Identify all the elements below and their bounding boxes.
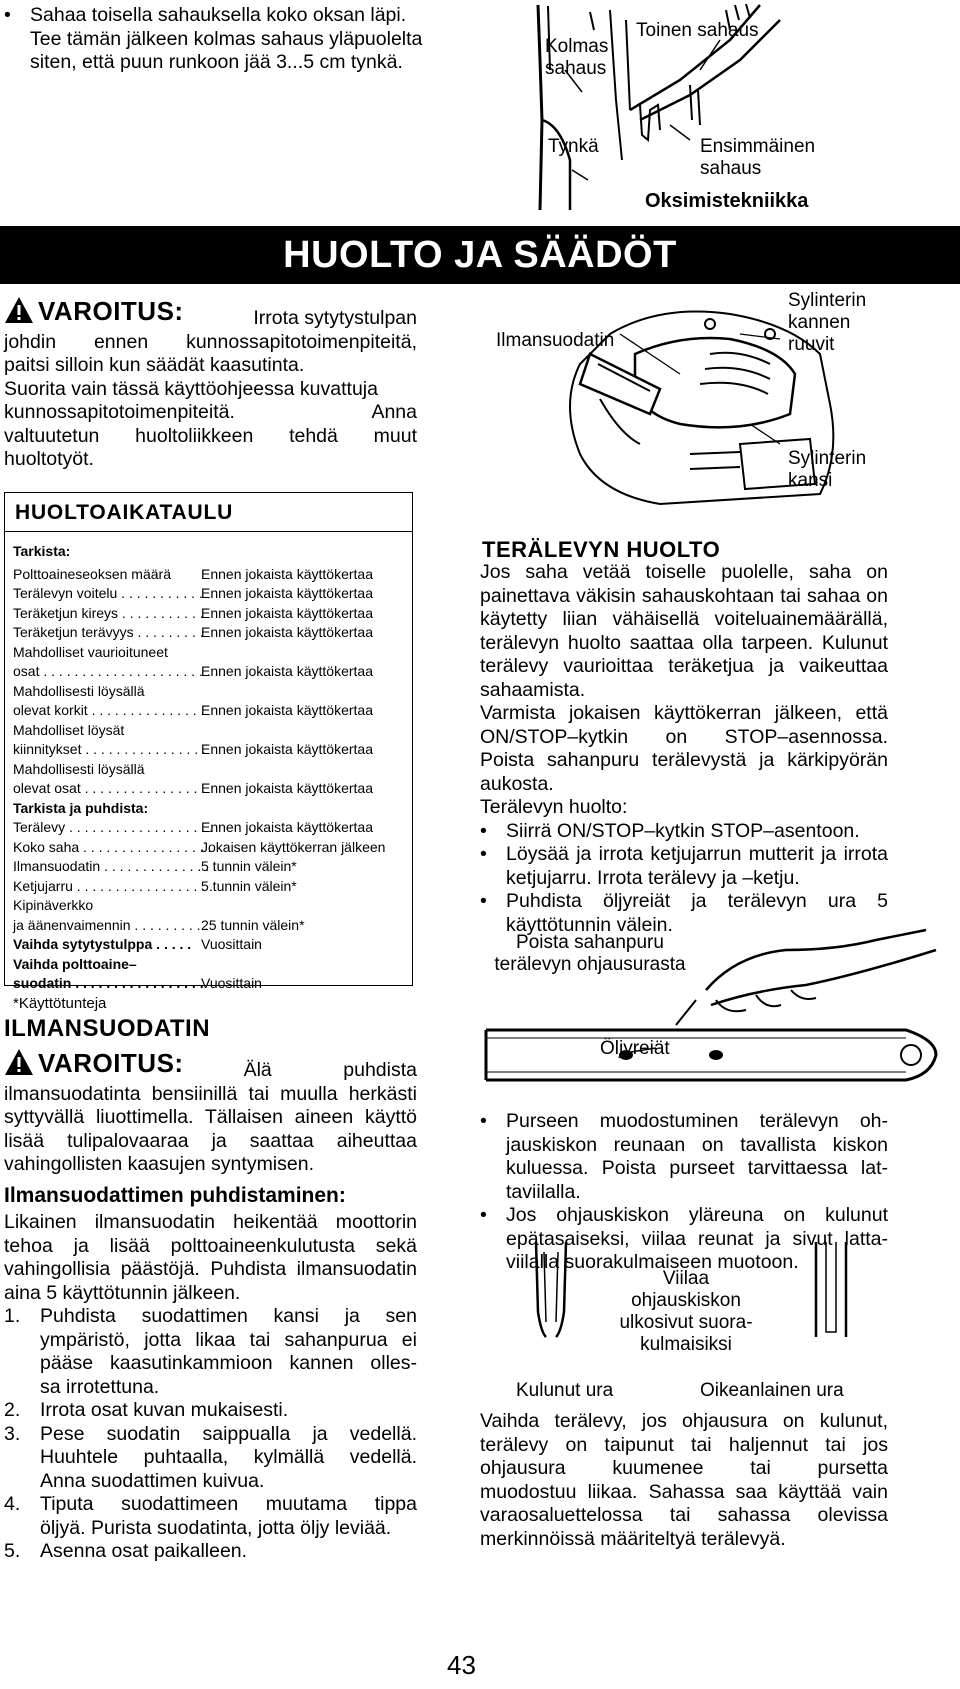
schedule-row <box>13 760 404 780</box>
step-line: Irrota osat kuvan mukaisesti. <box>40 1399 289 1421</box>
step-line: sa irrotettuna. <box>40 1375 160 1398</box>
warning-triangle-icon <box>4 1048 34 1083</box>
schedule-item: Mahdolliset löysät <box>13 721 125 738</box>
step-line: Pese suodatin saippualla ja vedellä. <box>40 1422 417 1445</box>
label-stub: Tynkä <box>548 136 599 157</box>
step-number: 3. <box>4 1422 21 1445</box>
schedule-item: Mahdollisesti löysällä <box>13 682 145 699</box>
schedule-interval: Vuosittain <box>201 936 262 952</box>
schedule-item: Mahdolliset vaurioituneet <box>13 643 168 660</box>
schedule-row <box>13 740 404 760</box>
label-cylinder-cover: Sylinterin kansi <box>788 448 867 491</box>
schedule-row <box>13 818 404 838</box>
air-filter-cleaning-heading: Ilmansuodattimen puhdistaminen: <box>4 1184 346 1207</box>
schedule-interval: Ennen jokaista käyttökertaa <box>201 819 373 835</box>
schedule-item: Terälevyn voitelu . . . . . . . . . . . <box>13 585 203 601</box>
label-first-cut: Ensimmäinen sahaus <box>700 136 816 179</box>
schedule-row <box>13 584 404 604</box>
step-number: 1. <box>4 1305 21 1327</box>
schedule-interval: 5 tunnin välein* <box>201 877 297 894</box>
label-third-cut: Kolmas sahaus <box>545 36 609 79</box>
schedule-interval: Ennen jokaista käyttökertaa <box>201 741 373 757</box>
schedule-row <box>13 721 404 741</box>
step-item <box>4 1493 417 1540</box>
schedule-item: olevat osat . . . . . . . . . . . . . . . . <box>13 780 206 796</box>
schedule-row <box>13 623 404 643</box>
bar-bullet-1: • Siirrä ON/STOP–kytkin STOP–asentoon. <box>480 820 888 844</box>
maintenance-schedule-box <box>4 492 413 1012</box>
bar-maintenance-text: Jos saha vetää toiselle puolelle, saha on painettava väkisin sahauskohtaan tai sahaa on käytetty liian vähäisellä voiteluainemäärällä, terälevyn huolto saattaa olla tarpeen. Kulunut terälevy vaurioittaa teräketjua ja vaikeuttaa sahaamista. Varmista jokaisen käyttökerran jälkeen, että ON/STOP–kytkin on STOP–asennossa. Poista sahanpuru terälevystä ja kärkipyörän aukosta. Terälevyn huolto: • Siirrä ON/STOP–kytkin STOP–asentoon. • Löysää ja irrota ketjujarrun mutterit ja irrota ketjujarru. Irrota terälevy ja –ketju. • Puhdista öljyreiät ja terälevyn ura 5 käyttötunnin välein. <box>480 561 888 937</box>
air-filter-steps <box>4 1305 417 1564</box>
schedule-row <box>13 779 404 799</box>
step-item <box>4 1423 417 1494</box>
schedule-interval: Ennen jokaista käyttökertaa <box>201 702 373 718</box>
schedule-row <box>13 701 404 721</box>
schedule-item: Teräketjun terävyys . . . . . . . . . <box>13 624 204 640</box>
step-line: pääse kaasutinkammioon kannen olles- <box>40 1352 417 1374</box>
schedule-item: Polttoaineseoksen määrä <box>13 565 171 582</box>
schedule-interval: Ennen jokaista käyttökertaa <box>201 780 373 796</box>
schedule-item: kiinnitykset . . . . . . . . . . . . . . . . <box>13 741 206 757</box>
schedule-interval: Ennen jokaista käyttökertaa <box>201 663 373 679</box>
bar-cleaning-illustration <box>476 930 946 1100</box>
label-second-cut: Toinen sahaus <box>636 20 759 41</box>
air-filter-cleaning-text: Likainen ilmansuodatin heikentää moottorin tehoa ja lisää polttoaineenkulutusta sekä vahingollisia päästöjä. Puhdista ilmansuodatin aina 5 käyttötunnin jälkeen. <box>4 1211 417 1304</box>
label-remove-sawdust: Poista sahanpuru terälevyn ohjausurasta <box>494 932 686 975</box>
schedule-check-label: Tarkista: <box>13 543 71 559</box>
section-banner: HUOLTO JA SÄÄDÖT <box>0 226 960 284</box>
schedule-item: Mahdollisesti löysällä <box>13 760 145 777</box>
schedule-item: osat . . . . . . . . . . . . . . . . . . . . . . . . <box>13 663 227 679</box>
schedule-item: suodatin . . . . . . . . . . . . . . . . . <box>13 975 204 991</box>
step-number: 5. <box>4 1540 21 1562</box>
schedule-item: Ilmansuodatin . . . . . . . . . . . . . . <box>13 858 210 874</box>
schedule-item: Tarkista ja puhdista: <box>13 799 149 816</box>
page-number: 43 <box>447 1650 476 1680</box>
step-number: 2. <box>4 1399 21 1421</box>
schedule-item: Teräketjun kireys . . . . . . . . . . . <box>13 604 204 621</box>
schedule-row <box>13 935 404 955</box>
schedule-row <box>13 896 404 916</box>
bar-bullet-2: • Löysää ja irrota ketjujarrun mutterit ja irrota ketjujarru. Irrota terälevy ja –ketju. <box>480 843 888 890</box>
schedule-interval: 5 tunnin välein* <box>201 858 297 874</box>
schedule-item: Vaihda polttoaine– <box>13 955 137 972</box>
warning-air-filter: VAROITUS: Älä puhdista ilmansuodatinta bensiinillä tai muulla herkästi syttyvällä liuottimella. Tällaisen aineen käyttö lisää tulipalovaaraa ja saattaa aiheuttaa vahingollisten kaasujen syntymisen. <box>4 1048 417 1175</box>
schedule-row <box>13 565 404 585</box>
schedule-row <box>13 682 404 702</box>
label-correct-groove: Oikeanlainen ura <box>700 1380 844 1401</box>
warning-triangle-icon <box>4 296 34 331</box>
label-worn-groove: Kulunut ura <box>516 1380 614 1401</box>
burr-bullet-2: • Jos ohjauskiskon yläreuna on kulunut epätasaiseksi, viilaa reunat ja sivut latta- viilalla suorakulmaiseen muotoon. <box>480 1204 888 1275</box>
step-line: Tiputa suodattimeen muutama tippa <box>40 1493 417 1515</box>
step-line: Anna suodattimen kuivua. <box>40 1469 265 1492</box>
step-item <box>4 1399 417 1423</box>
schedule-interval: Jokaisen käyttökerran jälkeen <box>201 838 386 855</box>
step-line: öljyä. Purista suodatinta, jotta öljy leviää. <box>40 1516 392 1539</box>
schedule-item: Terälevy . . . . . . . . . . . . . . . . . . . <box>13 819 213 835</box>
step-line: Asenna osat paikalleen. <box>40 1540 248 1562</box>
step-number: 4. <box>4 1493 21 1515</box>
schedule-item: Kipinäverkko <box>13 897 94 913</box>
schedule-item: Vaihda sytytystulppa . . . . . <box>13 936 192 952</box>
label-file-rails: Viilaa ohjauskiskon ulkosivut suora- kulmaisiksi <box>619 1268 753 1355</box>
step-item <box>4 1540 417 1564</box>
schedule-table <box>5 532 412 1021</box>
step-line: Puhdista suodattimen kansi ja sen <box>40 1305 417 1327</box>
schedule-interval: Ennen jokaista käyttökertaa <box>201 624 373 640</box>
schedule-row <box>13 643 404 663</box>
schedule-title: HUOLTOAIKATAULU <box>5 493 412 532</box>
label-air-filter: Ilmansuodatin <box>496 330 615 351</box>
schedule-row <box>13 857 404 877</box>
schedule-interval: Vuosittain <box>201 975 262 991</box>
intro-bullet: • Sahaa toisella sahauksella koko oksan läpi. Tee tämän jälkeen kolmas sahaus yläpuolelta siten, että puun runkoon jää 3...5 cm tynkä. <box>4 4 424 75</box>
schedule-interval: Ennen jokaista käyttökertaa <box>201 565 373 582</box>
schedule-row <box>13 955 404 975</box>
schedule-item: olevat korkit . . . . . . . . . . . . . . . <box>13 702 205 718</box>
schedule-row <box>13 799 404 819</box>
schedule-row <box>13 974 404 994</box>
schedule-interval: 25 tunnin välein* <box>201 916 305 933</box>
pruning-caption: Oksimistekniikka <box>645 190 809 212</box>
warning-maintenance: VAROITUS: Irrota sytytystulpan johdin ennen kunnossapitotoimenpiteitä, paitsi silloin kun säädät kaasutinta. Suorita vain tässä käyttöohjeessa kuvattuja kunnossapitotoimenpiteitä. Anna valtuutetun huoltoliikkeen tehdä muut huoltotyöt. <box>4 296 417 470</box>
step-line: ympäristö, jotta likaa tai sahanpurua ei <box>40 1328 417 1351</box>
schedule-row <box>13 916 404 936</box>
step-item <box>4 1305 417 1399</box>
schedule-row <box>13 604 404 624</box>
schedule-row <box>13 838 404 858</box>
air-filter-heading: ILMANSUODATIN <box>4 1015 211 1042</box>
schedule-interval: Ennen jokaista käyttökertaa <box>201 585 373 601</box>
label-oil-holes: Öljyreiät <box>600 1038 670 1059</box>
bar-bullet-3: • Puhdista öljyreiät ja terälevyn ura 5 käyttötunnin välein. <box>480 890 888 937</box>
schedule-row <box>13 662 404 682</box>
schedule-row <box>13 877 404 897</box>
label-cylinder-cover-screws: Sylinterin kannen ruuvit <box>788 290 867 355</box>
schedule-item: Koko saha . . . . . . . . . . . . . . . . . <box>13 838 212 855</box>
schedule-item: Ketjujarru . . . . . . . . . . . . . . . . . . <box>13 877 213 894</box>
schedule-footnote: *Käyttötunteja <box>13 994 107 1012</box>
schedule-item: ja äänenvaimennin . . . . . . . . . . <box>13 916 209 933</box>
step-line: Huuhtele puhtaalla, kylmällä vedellä. <box>40 1446 417 1468</box>
schedule-interval: Ennen jokaista käyttökertaa <box>201 604 373 621</box>
bar-cleaning-figure <box>476 930 946 1100</box>
bar-maintenance-heading: TERÄLEVYN HUOLTO <box>482 537 721 562</box>
bar-replace-text: Vaihda terälevy, jos ohjausura on kulunut, terälevy on taipunut tai haljennut tai jos ohjausura kuumenee tai pursetta muodostuu liikaa. Sahassa saa käyttää vain varaosaluettelossa tai sahassa olevissa merkinnöissä määriteltyä terälevyä. <box>480 1410 888 1550</box>
burr-bullet-1: • Purseen muodostuminen terälevyn oh- jauskiskon reunaan on tavallista kiskon kuluessa. Poista purseet tarvittaessa lat- taviilalla. <box>480 1110 888 1204</box>
